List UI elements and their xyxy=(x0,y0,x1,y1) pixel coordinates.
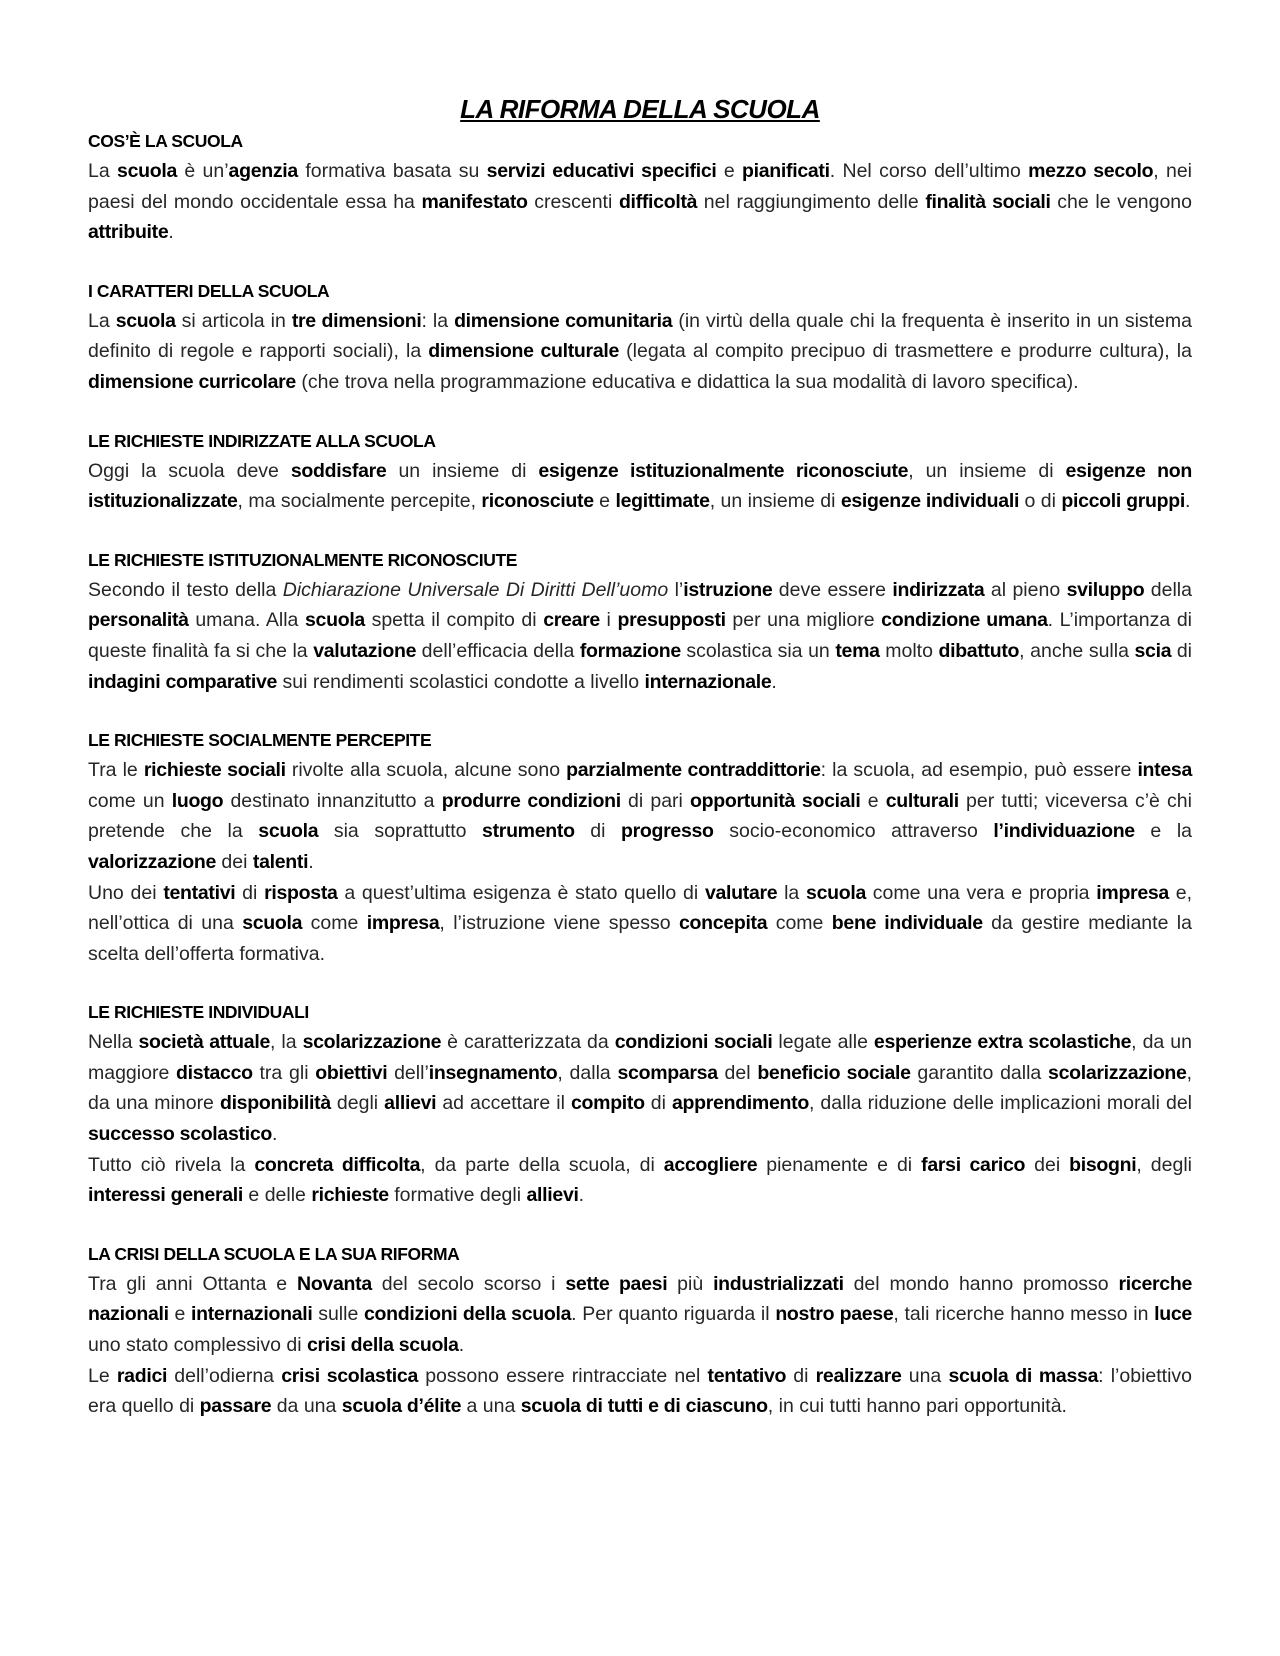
text: possono essere rintracciate nel xyxy=(418,1364,708,1387)
text: crescenti xyxy=(527,190,619,213)
bold-term: mezzo secolo xyxy=(1028,160,1154,182)
text: : la scuola, ad esempio, può essere xyxy=(820,759,1138,782)
text: pienamente e di xyxy=(757,1153,922,1176)
bold-term: creare xyxy=(543,609,600,632)
text: l’ xyxy=(668,578,684,601)
bold-term: beneficio sociale xyxy=(757,1061,911,1084)
text: di xyxy=(786,1364,816,1387)
text: di xyxy=(644,1092,672,1115)
bold-term: formazione xyxy=(579,639,681,662)
bold-term: crisi scolastica xyxy=(281,1364,419,1387)
text: è caratterizzata da xyxy=(441,1031,615,1054)
text: del xyxy=(717,1061,758,1084)
text: destinato innanzitutto a xyxy=(223,789,442,812)
bold-term: tre dimensioni xyxy=(291,309,422,332)
text: dell’ xyxy=(387,1061,429,1084)
text: . xyxy=(771,670,777,693)
bold-term: dimensione culturale xyxy=(428,340,620,363)
text: , nei paesi del mondo occidentale essa ha xyxy=(88,160,1193,213)
text: molto xyxy=(879,639,939,662)
bold-term: esperienze extra scolastiche xyxy=(873,1031,1132,1054)
bold-term: l’individuazione xyxy=(993,820,1135,843)
text: come xyxy=(302,912,367,935)
text: formative degli xyxy=(388,1184,527,1207)
section-heading: LE RICHIESTE SOCIALMENTE PERCEPITE xyxy=(88,730,432,751)
bold-term: scuola xyxy=(806,881,867,904)
bold-term: scuola d’élite xyxy=(341,1395,462,1418)
text: , degli xyxy=(1136,1153,1192,1176)
page-title: LA RIFORMA DELLA SCUOLA xyxy=(460,94,820,124)
bold-term: luogo xyxy=(171,789,224,812)
text: tra gli xyxy=(252,1061,316,1084)
text: è un’ xyxy=(177,160,229,182)
bold-term: finalità sociali xyxy=(925,190,1051,213)
bold-term: allievi xyxy=(384,1092,437,1115)
bold-term: bene individuale xyxy=(831,912,983,935)
bold-term: allievi xyxy=(526,1184,579,1207)
text: garantito dalla xyxy=(910,1061,1049,1084)
text: degli xyxy=(330,1092,385,1115)
text: di xyxy=(574,820,621,843)
bold-term: società attuale xyxy=(138,1031,270,1054)
section-heading: LE RICHIESTE ISTITUZIONALMENTE RICONOSCIUTE xyxy=(88,549,518,570)
text: e delle xyxy=(243,1184,312,1207)
text: dell’efficacia della xyxy=(416,639,580,662)
text: , un insieme di xyxy=(709,490,841,513)
text: formativa basata su xyxy=(297,160,487,182)
text: una xyxy=(901,1364,949,1387)
bold-term: progresso xyxy=(621,820,714,843)
text: per tutti; viceversa c’è chi pretende che la xyxy=(88,789,1192,843)
bold-term: nostro paese xyxy=(775,1303,894,1326)
text: e xyxy=(716,160,743,182)
bold-term: istruzione xyxy=(683,578,773,601)
bold-term: dibattuto xyxy=(938,639,1020,662)
text: , da un maggiore xyxy=(88,1031,1192,1084)
text: Tutto ciò rivela la xyxy=(88,1153,255,1176)
paragraph xyxy=(88,1027,1192,1149)
text: La xyxy=(88,160,118,182)
paragraph xyxy=(88,755,1192,877)
text: , dalla xyxy=(557,1061,618,1084)
text: . xyxy=(1184,490,1191,513)
text: dei xyxy=(1025,1153,1070,1176)
section-richieste-istituzionali xyxy=(88,547,1192,697)
bold-term: condizioni della scuola xyxy=(364,1303,572,1326)
text: sia soprattutto xyxy=(318,820,483,843)
text: deve essere xyxy=(772,578,893,601)
bold-term: passare xyxy=(199,1395,272,1418)
bold-term: apprendimento xyxy=(671,1092,809,1115)
bold-term: tentativo xyxy=(707,1364,787,1387)
bold-term: industrializzati xyxy=(713,1272,844,1295)
section-richieste-individuali xyxy=(88,999,1192,1211)
text: da una xyxy=(271,1395,342,1418)
text: socio-economico attraverso xyxy=(713,820,994,843)
paragraph xyxy=(88,156,1192,248)
text: . xyxy=(308,850,314,873)
text: , tali ricerche hanno messo in xyxy=(893,1303,1155,1326)
text: . xyxy=(272,1123,278,1146)
bold-term: internazionali xyxy=(191,1303,313,1326)
bold-term: scuola xyxy=(258,820,319,843)
text: e, nell’ottica di una xyxy=(88,881,1193,935)
bold-term: concreta difficolta xyxy=(254,1153,421,1176)
text: uno stato complessivo di xyxy=(88,1334,307,1357)
bold-term: scia xyxy=(1134,639,1172,662)
text: i xyxy=(599,609,618,632)
text: o di xyxy=(1019,490,1062,513)
paragraph xyxy=(88,1150,1192,1211)
bold-term: scuola xyxy=(115,309,176,332)
text: di xyxy=(1171,639,1192,662)
bold-term: scuola xyxy=(305,609,365,632)
text: ad accettare il xyxy=(436,1092,571,1115)
text: : la xyxy=(421,309,455,332)
bold-term: sviluppo xyxy=(1066,578,1145,601)
text: Secondo il testo della xyxy=(88,578,283,601)
text: da gestire mediante la scelta dell’offerta formativa. xyxy=(88,912,1192,965)
bold-term: disponibilità xyxy=(219,1092,331,1115)
text: (che trova nella programmazione educativa e didattica la sua modalità di lavoro specifica). xyxy=(295,370,1079,393)
paragraph xyxy=(88,306,1192,398)
bold-term: opportunità sociali xyxy=(690,789,861,812)
bold-term: servizi educativi specifici xyxy=(486,160,717,182)
section-heading: COS’È LA SCUOLA xyxy=(88,131,243,151)
text: . xyxy=(168,221,174,244)
text: , l’istruzione viene spesso xyxy=(439,912,679,935)
bold-term: richieste sociali xyxy=(143,759,286,782)
paragraph xyxy=(88,878,1192,970)
text: del mondo hanno promosso xyxy=(843,1272,1119,1295)
bold-term: bisogni xyxy=(1069,1153,1137,1176)
text: Le xyxy=(88,1364,117,1387)
bold-term: intesa xyxy=(1137,759,1192,782)
section-heading: LE RICHIESTE INDIRIZZATE ALLA SCUOLA xyxy=(88,430,436,451)
bold-term: scolarizzazione xyxy=(302,1031,442,1054)
bold-term: ricerche nazionali xyxy=(88,1272,1193,1326)
bold-term: Novanta xyxy=(297,1272,372,1295)
text: e xyxy=(168,1303,191,1326)
text: del secolo scorso i xyxy=(371,1272,566,1295)
bold-term: interessi generali xyxy=(88,1184,244,1207)
bold-term: valutazione xyxy=(313,639,417,662)
text: , da una minore xyxy=(88,1061,1193,1115)
section-caratteri-della-scuola xyxy=(88,278,1192,398)
text: per una migliore xyxy=(725,609,882,632)
bold-term: crisi della scuola xyxy=(306,1334,459,1357)
bold-term: attribuite xyxy=(88,221,169,244)
bold-term: indagini comparative xyxy=(88,670,278,693)
bold-term: impresa xyxy=(366,912,440,935)
text: , un insieme di xyxy=(908,459,1066,482)
bold-term: successo scolastico xyxy=(88,1123,272,1146)
text: a una xyxy=(461,1395,521,1418)
text: , dalla riduzione delle implicazioni morali del xyxy=(808,1092,1193,1115)
text: spetta il compito di xyxy=(364,609,544,632)
section-richieste-indirizzate xyxy=(88,428,1192,517)
paragraph xyxy=(88,1361,1192,1422)
bold-term: condizione umana xyxy=(881,609,1048,632)
text: dei xyxy=(216,850,253,873)
bold-term: concepita xyxy=(678,912,768,935)
bold-term: esigenze individuali xyxy=(840,490,1020,513)
text: , ma socialmente percepite, xyxy=(237,490,482,513)
bold-term: dimensione comunitaria xyxy=(454,309,673,332)
bold-term: luce xyxy=(1154,1303,1192,1326)
section-richieste-sociali xyxy=(88,727,1192,969)
bold-term: pianificati xyxy=(742,160,830,182)
bold-term: insegnamento xyxy=(428,1061,558,1084)
text: . xyxy=(458,1334,465,1357)
bold-term: strumento xyxy=(482,820,575,843)
bold-term: esigenze non istituzionalizzate xyxy=(88,459,1192,513)
bold-term: accogliere xyxy=(663,1153,758,1176)
text: , anche sulla xyxy=(1019,639,1135,662)
text: sulle xyxy=(312,1303,365,1326)
text: . Per quanto riguarda il xyxy=(571,1303,776,1326)
text: scolastica sia un xyxy=(680,639,836,662)
bold-term: presupposti xyxy=(617,609,726,632)
text: come un xyxy=(88,789,172,812)
text: . xyxy=(578,1184,585,1207)
text: di xyxy=(235,881,265,904)
text: . L’importanza di queste finalità fa si che la xyxy=(88,609,1193,662)
text: Tra gli anni Ottanta e xyxy=(88,1272,298,1295)
text: dell’odierna xyxy=(167,1364,282,1387)
bold-term: difficoltà xyxy=(618,190,698,213)
bold-term: dimensione curricolare xyxy=(88,370,296,393)
text: La xyxy=(88,309,116,332)
text: della xyxy=(1144,578,1192,601)
text: a quest’ultima esigenza è stato quello di xyxy=(337,881,705,904)
bold-term: scolarizzazione xyxy=(1048,1061,1187,1084)
text: rivolte alla scuola, alcune sono xyxy=(285,759,567,782)
text: umana. Alla xyxy=(188,609,305,632)
section-heading: LE RICHIESTE INDIVIDUALI xyxy=(88,1002,309,1023)
section-crisi-e-riforma xyxy=(88,1241,1192,1422)
bold-term: legittimate xyxy=(615,490,710,513)
bold-term: scuola di tutti e di ciascuno xyxy=(520,1395,768,1418)
bold-term: condizioni sociali xyxy=(614,1031,773,1054)
bold-term: scuola xyxy=(117,160,178,182)
bold-term: culturali xyxy=(885,789,959,812)
bold-term: sette paesi xyxy=(565,1272,668,1295)
text: sui rendimenti scolastici condotte a livello xyxy=(277,670,645,693)
text: , la xyxy=(270,1031,303,1054)
text: nel raggiungimento delle xyxy=(697,190,926,213)
bold-term: distacco xyxy=(176,1061,253,1084)
section-heading: LA CRISI DELLA SCUOLA E LA SUA RIFORMA xyxy=(88,1243,460,1264)
text: e xyxy=(593,490,616,513)
bold-term: valorizzazione xyxy=(88,850,217,873)
text: un insieme di xyxy=(386,459,539,482)
bold-term: manifestato xyxy=(421,190,528,213)
text: Nella xyxy=(88,1031,139,1054)
document-page xyxy=(88,92,1192,1452)
paragraph xyxy=(88,575,1192,697)
italic-title: Dichiarazione Universale Di Diritti Dell’uomo xyxy=(282,578,669,601)
bold-term: scomparsa xyxy=(617,1061,718,1084)
text: si articola in xyxy=(175,309,292,332)
bold-term: richieste xyxy=(311,1184,389,1207)
bold-term: impresa xyxy=(1096,881,1169,904)
text: Oggi la scuola deve xyxy=(88,459,291,482)
bold-term: realizzare xyxy=(815,1364,902,1387)
paragraph xyxy=(88,1269,1192,1361)
bold-term: farsi carico xyxy=(921,1153,1026,1176)
text: . Nel corso dell’ultimo xyxy=(829,160,1029,182)
text: , da parte della scuola, di xyxy=(420,1153,664,1176)
text: Tra le xyxy=(88,759,144,782)
text: (in virtù della quale chi la frequenta è inserito in un sistema definito di regole e rapporti sociali), la xyxy=(88,309,1193,363)
bold-term: tema xyxy=(835,639,880,662)
bold-term: talenti xyxy=(252,850,309,873)
text: più xyxy=(667,1272,714,1295)
text: Uno dei xyxy=(88,881,164,904)
text: : l’obiettivo era quello di xyxy=(88,1364,1193,1418)
bold-term: personalità xyxy=(88,609,189,632)
bold-term: internazionale xyxy=(644,670,772,693)
bold-term: valutare xyxy=(704,881,778,904)
bold-term: riconosciute xyxy=(481,490,594,513)
text: (legata al compito precipuo di trasmettere e produrre cultura), la xyxy=(619,340,1192,363)
text: la xyxy=(777,881,807,904)
section-heading: I CARATTERI DELLA SCUOLA xyxy=(88,280,330,301)
bold-term: scuola xyxy=(242,912,303,935)
bold-term: indirizzata xyxy=(892,578,985,601)
bold-term: produrre condizioni xyxy=(441,789,621,812)
bold-term: obiettivi xyxy=(315,1061,388,1084)
text: legate alle xyxy=(772,1031,874,1054)
bold-term: piccoli gruppi xyxy=(1061,490,1185,513)
text: , in cui tutti hanno pari opportunità. xyxy=(767,1395,1067,1418)
bold-term: compito xyxy=(571,1092,645,1115)
bold-term: parzialmente contraddittorie xyxy=(566,759,821,782)
section-cos-e-la-scuola xyxy=(88,128,1192,248)
bold-term: radici xyxy=(116,1364,168,1387)
text: come una vera e propria xyxy=(866,881,1097,904)
text: e la xyxy=(1134,820,1193,843)
bold-term: risposta xyxy=(264,881,338,904)
bold-term: scuola di massa xyxy=(948,1364,1099,1387)
bold-term: agenzia xyxy=(228,160,298,182)
paragraph xyxy=(88,456,1192,517)
bold-term: tentativi xyxy=(163,881,236,904)
text: di pari xyxy=(620,789,691,812)
bold-term: esigenze istituzionalmente riconosciute xyxy=(538,459,909,482)
bold-term: soddisfare xyxy=(290,459,387,482)
text: che le vengono xyxy=(1050,190,1192,213)
text: come xyxy=(767,912,832,935)
text: e xyxy=(860,789,886,812)
text: al pieno xyxy=(984,578,1067,601)
